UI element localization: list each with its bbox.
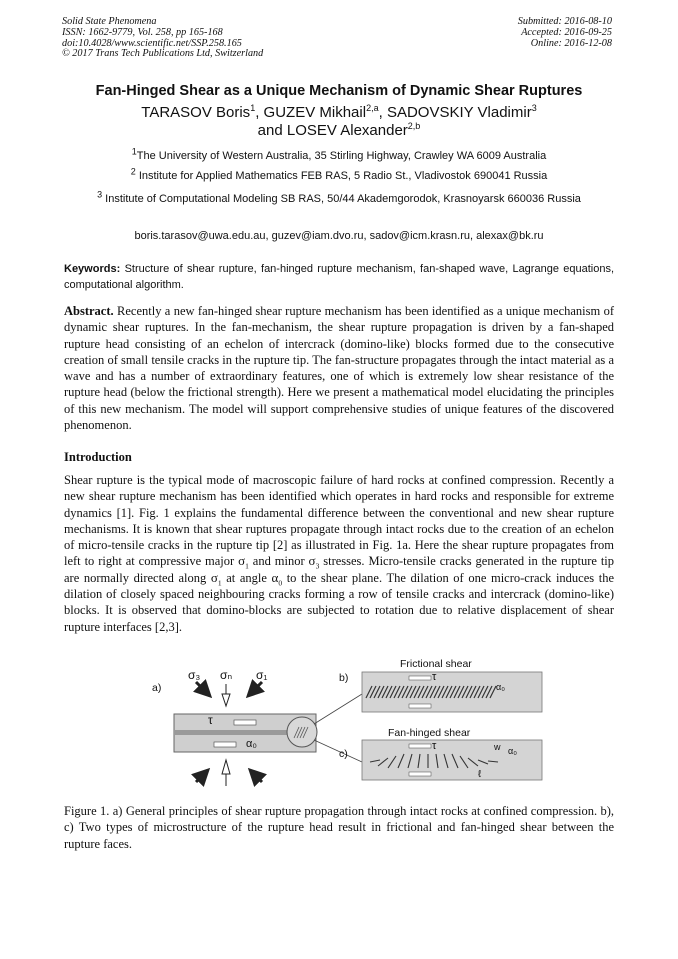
journal-copyright: © 2017 Trans Tech Publications Ltd, Switzerland xyxy=(62,48,264,60)
affiliation-2 xyxy=(60,166,618,184)
b-shear-arrow-top xyxy=(409,676,431,680)
journal-header-right xyxy=(518,17,612,49)
intro-text: at angle xyxy=(226,570,267,585)
intro-text: stresses. Micro-tensile cracks generated in the rupture tip are normally directed along xyxy=(64,554,615,585)
paper-title: Fan-Hinged Shear as a Unique Mechanism of Dynamic Shear Ruptures xyxy=(95,83,583,99)
author-conjunction: and xyxy=(257,122,287,139)
figure-1-caption: Figure 1. a) General principles of shear rupture propagation through intact rocks at confined compression. b), c) Two types of microstructure of the rupture head result in frictional and fan-hinged shear between the rupture faces. xyxy=(64,804,614,851)
sigma-symbol: σ xyxy=(238,553,246,569)
accepted-date: Accepted: 2016-09-25 xyxy=(521,26,612,38)
sigma1-label: σ₁ xyxy=(256,668,268,682)
tau-label: τ xyxy=(208,713,213,727)
sigma1-bottom-arrow xyxy=(196,770,208,782)
affiliation-text: The University of Western Australia, 35 Stirling Highway, Crawley WA 6009 Australia xyxy=(136,150,547,162)
abstract-text: Recently a new fan-hinged shear rupture mechanism has been identified as a unique mechanism of dynamic shear ruptures. In the fan-mechanism, the shear rupture propagation is driven by a fan-shaped rupture head consisting of an echelon of intercrack (domino-like) blocks formed due to the consecutive creation of small tensile cracks in the rupture tip. The fan-structure propagates through the intact material as a wave and has a number of extraordinary features, one of which is extremely low shear resistance of the rupture head (below the frictional strength). Here we present a mathematical model elucidating the principles of this new mechanism. The model will support comprehensive studies of unique features of the discovered phenomenon. xyxy=(64,304,615,433)
sigma3-label: σ₃ xyxy=(188,668,201,682)
subscript: 0 xyxy=(278,578,283,588)
shear-plane xyxy=(174,730,292,735)
sigman-label: σₙ xyxy=(220,668,233,682)
journal-issn: ISSN: 1662-9779, Vol. 258, pp 165-168 xyxy=(62,26,223,38)
shear-arrow-bottom xyxy=(214,742,236,747)
tau-c-label: τ xyxy=(432,740,437,752)
author-affiliation-mark: 2,a xyxy=(366,103,379,113)
keywords-text: Structure of shear rupture, fan-hinged rupture mechanism, fan-shaped wave, Lagrange equations, computational algorithm. xyxy=(64,263,615,291)
introduction-heading: Introduction xyxy=(64,450,132,464)
journal-name: Solid State Phenomena xyxy=(62,16,157,27)
author-affiliation-mark: 1 xyxy=(250,103,256,113)
alpha-symbol: α xyxy=(271,569,279,585)
journal-doi: doi:10.4028/www.scientific.net/SSP.258.165 xyxy=(62,37,242,49)
intro-text: Shear rupture is the typical mode of macroscopic failure of hard rocks at confined compression. Recently a new shear rupture mechanism has been identified which operates in hard rocks and responsible for extreme dynamics [1]. Fig. 1 explains the fundamental difference between the conventional and new shear rupture mechanisms. It is known that shear ruptures propagate through intact rocks due to the creation of an echelon of micro-tensile cracks in the rupture tip [2] as illustrated in Fig. 1a. Here the shear rupture propagates from left to right at compressive major xyxy=(64,473,614,569)
subscript: 1 xyxy=(217,578,222,588)
author-line-2 xyxy=(40,122,638,140)
affiliation-1 xyxy=(60,146,618,164)
alpha0-b-label: α₀ xyxy=(496,682,505,692)
sigma-symbol: σ xyxy=(308,553,316,569)
intro-text: to the shear plane. The dilation of one micro-crack induces the dilation of closely spaced neighbouring cracks forming a row of tensile cracks and intercrack (domino-like) blocks. It is observed that domino-blocks are subjected to rotation due to relative displacement of shear rupture interfaces [2,3]. xyxy=(64,570,615,634)
author-list xyxy=(40,104,638,140)
rupture-head-circle xyxy=(287,717,317,747)
sigma-symbol: σ xyxy=(210,569,218,585)
author-name: TARASOV Boris xyxy=(141,104,251,121)
submitted-date: Submitted: 2016-08-10 xyxy=(517,16,612,27)
panel-a-label: a) xyxy=(152,682,162,694)
alpha0-label: α₀ xyxy=(246,738,257,750)
alpha0-c-label: α₀ xyxy=(508,746,517,756)
online-date: Online: 2016-12-08 xyxy=(530,37,612,49)
author-name: GUZEV Mikhail xyxy=(263,104,367,121)
abstract-label: Abstract. xyxy=(64,304,114,318)
sigma3-arrow xyxy=(196,682,210,696)
author-affiliation-mark: 3 xyxy=(531,103,537,113)
keywords-label: Keywords: xyxy=(64,263,121,275)
fan-hinged-shear-label: Fan-hinged shear xyxy=(388,727,471,739)
intro-text: and minor xyxy=(252,554,305,569)
tau-b-label: τ xyxy=(432,671,437,683)
b-shear-arrow-bottom xyxy=(409,704,431,708)
sigma3-bottom-arrow xyxy=(250,770,262,782)
panel-c-label: c) xyxy=(339,748,348,760)
keywords xyxy=(64,262,614,293)
sigman-bottom-arrowhead xyxy=(222,760,230,774)
connector-to-c xyxy=(314,740,362,762)
author-name: SADOVSKIY Vladimir xyxy=(386,104,532,121)
author-name: LOSEV Alexander xyxy=(286,122,408,139)
l-label: ℓ xyxy=(478,769,482,780)
sigma1-arrow xyxy=(248,682,262,696)
sigman-arrowhead xyxy=(222,694,230,706)
w-label: w xyxy=(494,742,501,752)
panel-b-label: b) xyxy=(339,672,349,684)
author-line-1: TARASOV Boris$^1$, GUZEV Mikhail$^{2,a}$, SADOVSKIY Vladimir$^3$ xyxy=(141,103,537,121)
affiliation-3 xyxy=(80,189,598,207)
frictional-shear-label: Frictional shear xyxy=(400,658,472,670)
subscript: 3 xyxy=(315,561,320,571)
affiliation-text: Institute for Applied Mathematics FEB RAS, 5 Radio St., Vladivostok 690041 Russia xyxy=(138,170,548,182)
abstract xyxy=(64,303,614,433)
affiliation-text: Institute of Computational Modeling SB RAS, 50/44 Akademgorodok, Krasnoyarsk 660036 Russia xyxy=(105,193,581,205)
affiliation-mark: 1 xyxy=(131,146,137,157)
affiliation-mark: 2 xyxy=(130,166,136,177)
connector-to-b xyxy=(314,694,362,724)
c-shear-arrow-top xyxy=(409,744,431,748)
shear-arrow-top xyxy=(234,720,256,725)
journal-header-left xyxy=(62,17,263,60)
introduction-paragraph xyxy=(64,472,614,635)
c-shear-arrow-bottom xyxy=(409,772,431,776)
figure-1 xyxy=(144,654,544,796)
affiliation-mark: 3 xyxy=(97,189,103,200)
subscript: 1 xyxy=(245,561,249,571)
author-emails: boris.tarasov@uwa.edu.au, guzev@iam.dvo.ru, sadov@icm.krasn.ru, alexax@bk.ru xyxy=(134,230,544,242)
author-affiliation-mark: 2,b xyxy=(407,121,421,131)
